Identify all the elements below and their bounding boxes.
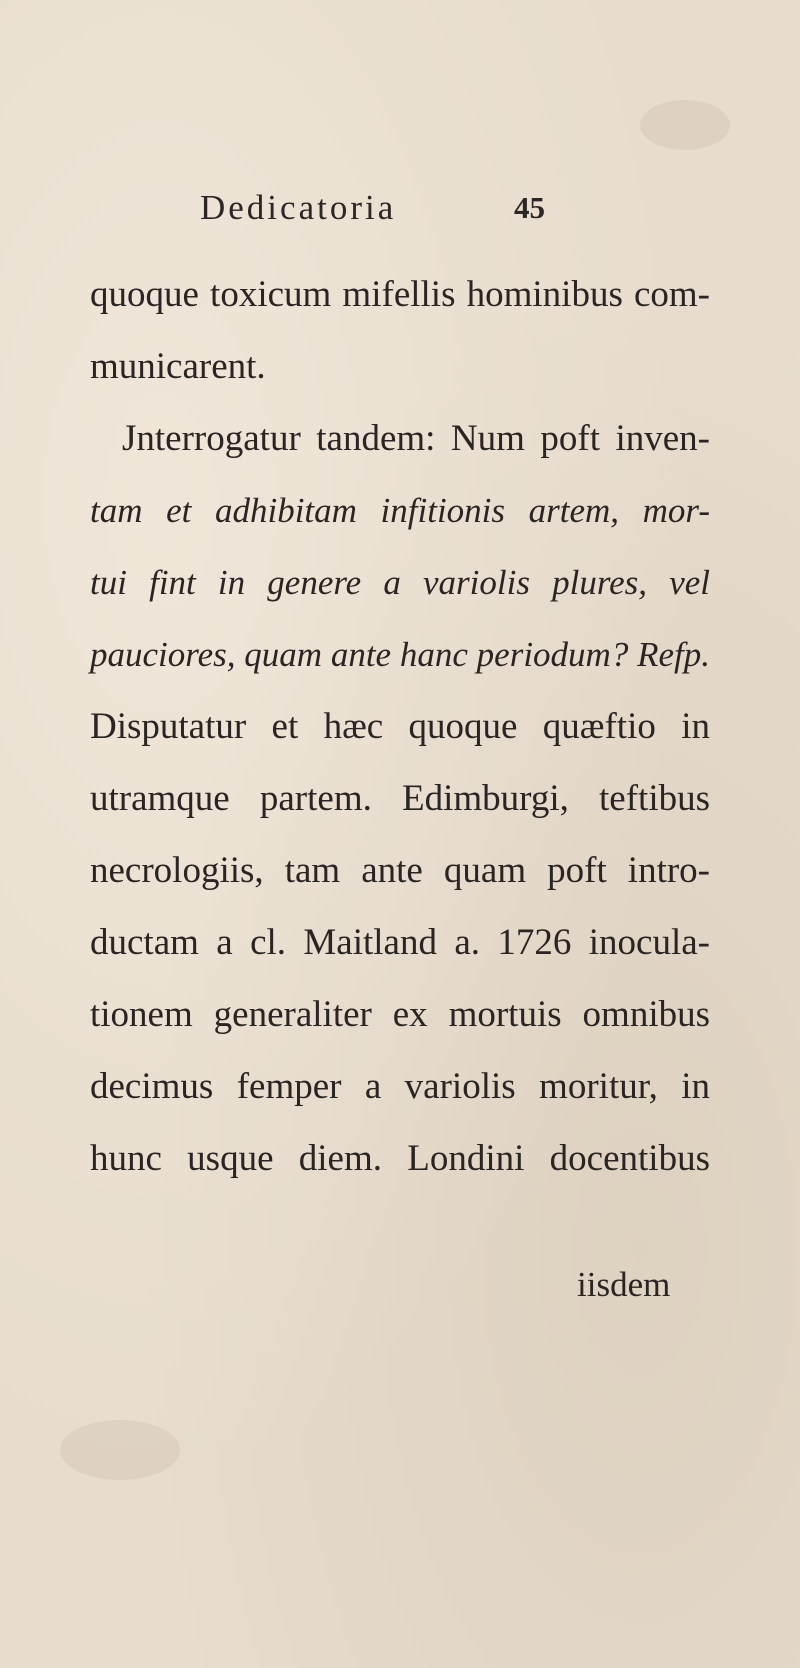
text-line: tionem generaliter ex mortuis omnibus	[90, 994, 710, 1035]
text-line: pauciores, quam ante hanc periodum? Refp.	[90, 635, 710, 674]
text-line: utramque partem. Edimburgi, teftibus	[90, 778, 710, 819]
text-line: tam et adhibitam infitionis artem, mor-	[90, 491, 710, 530]
text-line: quoque toxicum mifellis hominibus com-	[90, 274, 710, 315]
text-line: ductam a cl. Maitland a. 1726 inocula-	[90, 922, 710, 963]
page-number: 45	[514, 190, 545, 225]
running-header	[0, 188, 800, 232]
text-line: Disputatur et hæc quoque quæftio in	[90, 706, 710, 747]
running-title: Dedicatoria	[200, 188, 397, 227]
text-line: Jnterrogatur tandem: Num poft inven-	[122, 418, 710, 459]
paper-stain	[60, 1420, 180, 1480]
text-line: municarent.	[90, 346, 266, 387]
text-line: hunc usque diem. Londini docentibus	[90, 1138, 710, 1179]
paper-stain	[640, 100, 730, 150]
text-line: decimus femper a variolis moritur, in	[90, 1066, 710, 1107]
catchword: iisdem	[577, 1265, 671, 1304]
text-line: tui fint in genere a variolis plures, vel	[90, 563, 710, 602]
text-line: necrologiis, tam ante quam poft intro-	[90, 850, 710, 891]
